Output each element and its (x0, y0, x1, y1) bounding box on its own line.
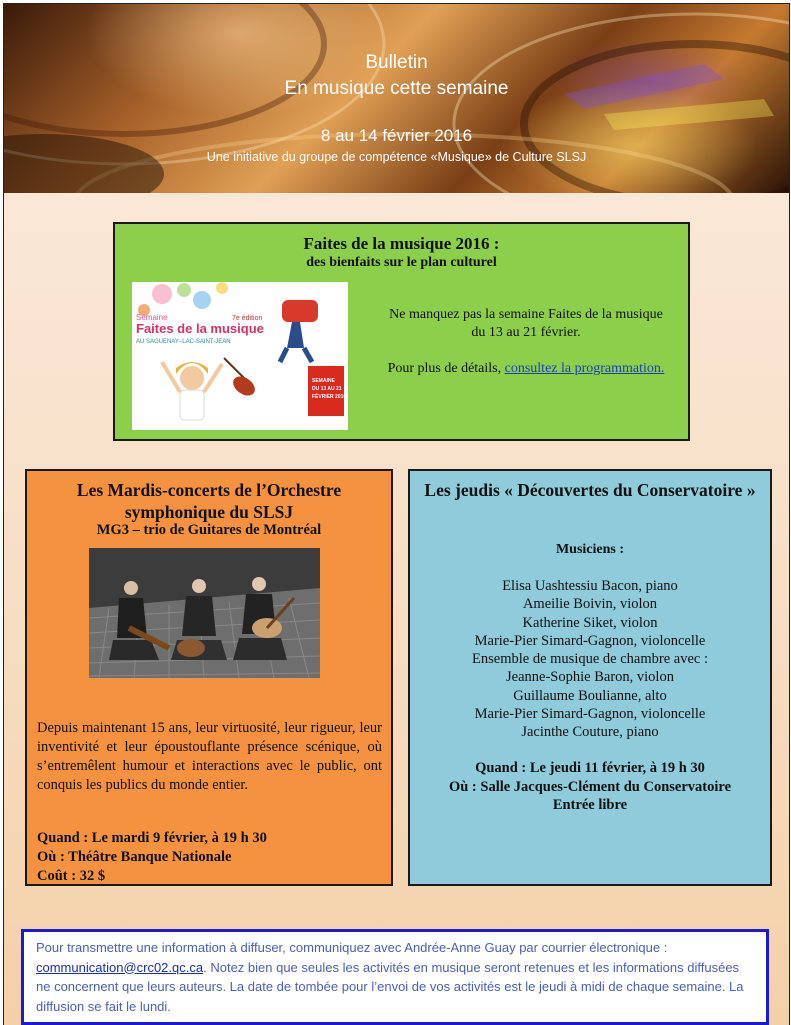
list-item: Katherine Siket, violon (522, 614, 658, 631)
mardis-concerts-box (25, 469, 393, 886)
poster-region: AU SAGUENAY–LAC-SAINT-JEAN (136, 339, 231, 345)
list-item: Ameilie Boivin, violon (522, 596, 658, 613)
jeudis-info (410, 759, 770, 815)
mg3-trio-photo (89, 548, 320, 678)
mardis-where: Où : Théâtre Banque Nationale (37, 849, 232, 865)
contact-notice (21, 929, 769, 1025)
mardis-info (37, 829, 267, 886)
header-dates: 8 au 14 février 2016 (320, 126, 473, 145)
header-banner (4, 4, 789, 193)
poster-dates-2: DU 13 AU 21 (312, 386, 342, 392)
faites-details-prefix: Pour plus de détails, (387, 361, 505, 376)
list-item: Elisa Uashtessiu Bacon, piano (502, 578, 678, 594)
mardis-description: Depuis maintenant 15 ans, leur virtuosité, leur rigueur, leur inventivité et leur époustouflante présence scénique, où s’entremêlent humour et interactions avec le public, ont conquis les publics du monde entier. (37, 720, 382, 793)
jeudis-when: Quand : Le jeudi 11 février, à 19 h 30 (475, 760, 705, 776)
poster-semaine: Semaine (136, 313, 168, 322)
jeudis-decouvertes-box (408, 469, 772, 886)
mardis-when: Quand : Le mardi 9 février, à 19 h 30 (37, 830, 267, 846)
mardis-cost: Coût : 32 $ (37, 868, 106, 884)
poster-dates-1: SEMAINE (312, 378, 335, 384)
mardis-title: Les Mardis-concerts de l’Orchestre symphonique du SLSJ (76, 480, 342, 522)
poster-brand: Faites de la musique (136, 321, 264, 336)
faites-paragraph-2 (381, 360, 671, 378)
list-item: Ensemble de musique de chambre avec : (472, 651, 708, 668)
mardis-subtitle: MG3 – trio de Guitares de Montréal (96, 522, 322, 538)
header-title-line1: Bulletin (365, 52, 428, 73)
faites-title: Faites de la musique 2016 : (303, 234, 500, 253)
list-item: Guillaume Boulianne, alto (513, 687, 667, 704)
header-title-line2: En musique cette semaine (284, 78, 509, 99)
list-item: Jacinthe Couture, piano (521, 724, 659, 741)
programmation-link[interactable]: consultez la programmation. (504, 361, 665, 376)
bulletin-page (3, 3, 790, 1025)
contact-email-link[interactable]: communication@crc02.qc.ca (36, 959, 204, 975)
poster-edition: 7e édition (232, 315, 263, 322)
faites-musique-poster (132, 282, 348, 430)
jeudis-title: Les jeudis « Découvertes du Conservatoire » (424, 480, 756, 500)
faites-paragraph-1: Ne manquez pas la semaine Faites de la musique du 13 au 21 février. (389, 307, 663, 340)
notice-suffix: . Notez bien que seules les activités en musique seront retenues et les informations diffusées ne concernent que leurs auteurs. La date de tombée pour l’envoi de vos activités est le jeudi à midi de chaque semaine. La diffusion se fait le lundi. (36, 959, 744, 1014)
header-subtitle: Une initiative du groupe de compétence «Musique» de Culture SLSJ (206, 150, 587, 164)
notice-prefix: Pour transmettre une information à diffuser, communiquez avec Andrée-Anne Guay par courrier électronique : (36, 940, 668, 955)
poster-dates-3: FÉVRIER 2016 (312, 394, 347, 400)
jeudis-entry: Entrée libre (552, 797, 628, 813)
list-item: Jeanne-Sophie Baron, violon (506, 669, 674, 686)
musicians-label: Musiciens : (555, 542, 625, 557)
jeudis-where: Où : Salle Jacques-Clément du Conservatoire (448, 778, 732, 795)
list-item: Marie-Pier Simard-Gagnon, violoncelle (474, 706, 706, 723)
list-item: Marie-Pier Simard-Gagnon, violoncelle (474, 632, 706, 649)
faites-musique-box (113, 222, 690, 441)
faites-subtitle: des bienfaits sur le plan culturel (306, 255, 497, 270)
musicians-list (410, 577, 770, 742)
